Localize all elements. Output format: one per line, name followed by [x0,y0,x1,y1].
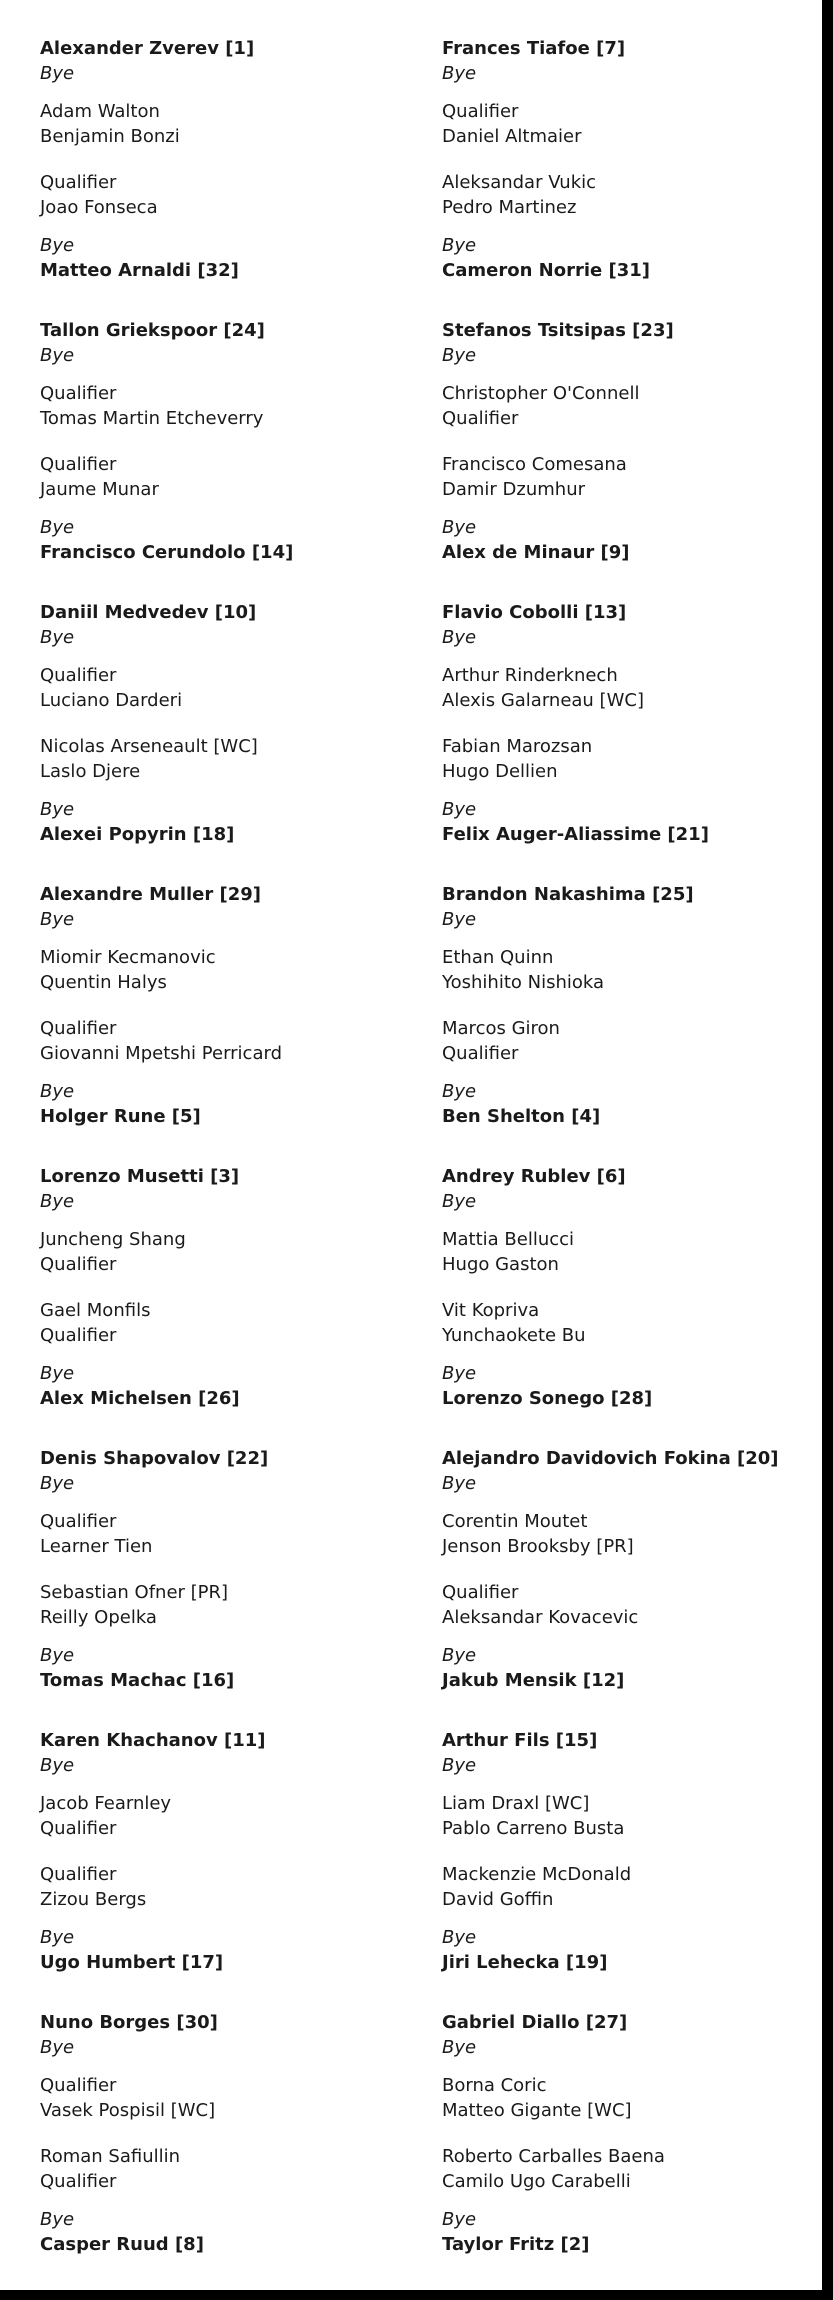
player-name: Liam Draxl [WC] [442,1793,590,1814]
seeded-player: Alex de Minaur [9] [442,542,630,563]
player-name: Qualifier [40,383,117,404]
draw-section [442,1164,812,1446]
player-name: Joao Fonseca [40,197,158,218]
bye-label: Bye [40,1363,75,1384]
seeded-player: Jiri Lehecka [19] [442,1952,608,1973]
bye-label: Bye [442,627,477,648]
player-name: Pablo Carreno Busta [442,1818,625,1839]
seeded-player: Alejandro Davidovich Fokina [20] [442,1448,779,1469]
player-name: Jenson Brooksby [PR] [442,1536,634,1557]
seeded-player: Cameron Norrie [31] [442,260,650,281]
player-name: Roberto Carballes Baena [442,2146,665,2167]
player-name: Qualifier [40,1325,117,1346]
player-name: Camilo Ugo Carabelli [442,2171,631,2192]
bye-label: Bye [442,1363,477,1384]
seeded-player: Lorenzo Sonego [28] [442,1388,653,1409]
player-name: Qualifier [40,2171,117,2192]
player-name: Vit Kopriva [442,1300,540,1321]
bye-label: Bye [40,1081,75,1102]
player-name: Qualifier [442,408,519,429]
draw-section [40,1164,410,1446]
seeded-player: Ben Shelton [4] [442,1106,601,1127]
player-name: Mackenzie McDonald [442,1864,632,1885]
bye-label: Bye [442,517,477,538]
player-name: Ethan Quinn [442,947,554,968]
bye-label: Bye [40,909,75,930]
seeded-player: Daniil Medvedev [10] [40,602,257,623]
player-name: Qualifier [40,2075,117,2096]
draw-section [442,1446,812,1728]
seeded-player: Nuno Borges [30] [40,2012,218,2033]
bye-label: Bye [40,2037,75,2058]
player-name: Fabian Marozsan [442,736,593,757]
bye-label: Bye [442,63,477,84]
player-name: Benjamin Bonzi [40,126,180,147]
player-name: Qualifier [442,1043,519,1064]
player-name: Hugo Dellien [442,761,558,782]
draw-section [40,2010,410,2292]
seeded-player: Alexander Zverev [1] [40,38,255,59]
bye-label: Bye [40,517,75,538]
player-name: Giovanni Mpetshi Perricard [40,1043,282,1064]
draw-section [442,600,812,882]
bye-label: Bye [442,1755,477,1776]
seeded-player: Alexei Popyrin [18] [40,824,235,845]
player-name: Tomas Martin Etcheverry [40,408,264,429]
seeded-player: Casper Ruud [8] [40,2234,204,2255]
seeded-player: Stefanos Tsitsipas [23] [442,320,674,341]
player-name: Borna Coric [442,2075,547,2096]
draw-section [442,36,812,318]
player-name: Qualifier [40,1018,117,1039]
player-name: Daniel Altmaier [442,126,582,147]
bye-label: Bye [442,2037,477,2058]
player-name: Qualifier [40,172,117,193]
seeded-player: Gabriel Diallo [27] [442,2012,628,2033]
seeded-player: Andrey Rublev [6] [442,1166,626,1187]
player-name: Gael Monfils [40,1300,151,1321]
bye-label: Bye [40,799,75,820]
draw-section [442,1728,812,2010]
player-name: Yunchaokete Bu [442,1325,586,1346]
player-name: Jaume Munar [40,479,159,500]
player-name: Christopher O'Connell [442,383,640,404]
player-name: Damir Dzumhur [442,479,586,500]
player-name: Francisco Comesana [442,454,627,475]
player-name: Hugo Gaston [442,1254,559,1275]
bye-label: Bye [442,1473,477,1494]
seeded-player: Lorenzo Musetti [3] [40,1166,240,1187]
bye-label: Bye [442,2209,477,2230]
bye-label: Bye [40,345,75,366]
bye-label: Bye [442,909,477,930]
player-name: Learner Tien [40,1536,153,1557]
player-name: Aleksandar Kovacevic [442,1607,639,1628]
player-name: Arthur Rinderknech [442,665,618,686]
seeded-player: Tallon Griekspoor [24] [40,320,265,341]
player-name: Roman Safiullin [40,2146,181,2167]
bye-label: Bye [442,1645,477,1666]
player-name: Qualifier [40,454,117,475]
bye-label: Bye [442,1081,477,1102]
player-name: Reilly Opelka [40,1607,157,1628]
seeded-player: Jakub Mensik [12] [442,1670,625,1691]
seeded-player: Francisco Cerundolo [14] [40,542,294,563]
seeded-player: Karen Khachanov [11] [40,1730,266,1751]
player-name: Miomir Kecmanovic [40,947,216,968]
seeded-player: Denis Shapovalov [22] [40,1448,269,1469]
bye-label: Bye [442,235,477,256]
seeded-player: Frances Tiafoe [7] [442,38,626,59]
seeded-player: Brandon Nakashima [25] [442,884,694,905]
player-name: Marcos Giron [442,1018,560,1039]
player-name: Juncheng Shang [40,1229,186,1250]
bye-label: Bye [40,1645,75,1666]
seeded-player: Flavio Cobolli [13] [442,602,627,623]
bye-label: Bye [40,1927,75,1948]
bye-label: Bye [40,627,75,648]
bye-label: Bye [40,1191,75,1212]
player-name: Qualifier [40,1254,117,1275]
player-name: Qualifier [442,1582,519,1603]
player-name: Mattia Bellucci [442,1229,575,1250]
player-name: Luciano Darderi [40,690,183,711]
seeded-player: Matteo Arnaldi [32] [40,260,239,281]
bye-label: Bye [442,1191,477,1212]
bye-label: Bye [40,2209,75,2230]
player-name: Qualifier [40,1511,117,1532]
player-name: Pedro Martinez [442,197,577,218]
draw-section [442,2010,812,2292]
seeded-player: Taylor Fritz [2] [442,2234,590,2255]
player-name: Aleksandar Vukic [442,172,597,193]
player-name: Zizou Bergs [40,1889,147,1910]
draw-section [40,36,410,318]
draw-section [40,318,410,600]
draw-section [442,318,812,600]
player-name: Qualifier [40,1864,117,1885]
draw-column-right [442,36,812,2292]
seeded-player: Alexandre Muller [29] [40,884,262,905]
seeded-player: Felix Auger-Aliassime [21] [442,824,709,845]
player-name: Yoshihito Nishioka [442,972,605,993]
seeded-player: Arthur Fils [15] [442,1730,598,1751]
player-name: Nicolas Arseneault [WC] [40,736,258,757]
player-name: Sebastian Ofner [PR] [40,1582,229,1603]
draw-section [40,882,410,1164]
draw-section [40,1446,410,1728]
draw-section [40,1728,410,2010]
draw-column-left [40,36,410,2292]
player-name: Qualifier [40,665,117,686]
player-name: Alexis Galarneau [WC] [442,690,644,711]
draw-section [442,882,812,1164]
player-name: Qualifier [40,1818,117,1839]
bye-label: Bye [442,345,477,366]
player-name: Jacob Fearnley [40,1793,172,1814]
bye-label: Bye [40,1755,75,1776]
seeded-player: Alex Michelsen [26] [40,1388,240,1409]
player-name: Qualifier [442,101,519,122]
player-name: David Goffin [442,1889,554,1910]
bye-label: Bye [40,63,75,84]
bye-label: Bye [40,1473,75,1494]
player-name: Corentin Moutet [442,1511,588,1532]
player-name: Quentin Halys [40,972,167,993]
draw-section [40,600,410,882]
seeded-player: Tomas Machac [16] [40,1670,235,1691]
player-name: Matteo Gigante [WC] [442,2100,632,2121]
player-name: Adam Walton [40,101,160,122]
bye-label: Bye [442,1927,477,1948]
bye-label: Bye [442,799,477,820]
player-name: Vasek Pospisil [WC] [40,2100,216,2121]
seeded-player: Ugo Humbert [17] [40,1952,224,1973]
bye-label: Bye [40,235,75,256]
player-name: Laslo Djere [40,761,141,782]
seeded-player: Holger Rune [5] [40,1106,201,1127]
